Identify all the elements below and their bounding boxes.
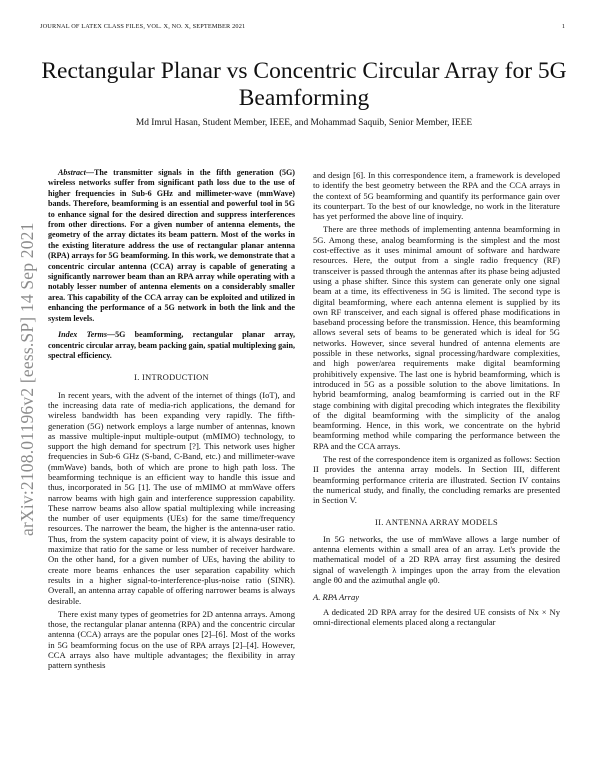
right-column <box>313 170 560 627</box>
page-number: 1 <box>561 23 565 30</box>
right-paragraph-3: The rest of the correspondence item is organized as follows: Section II provides the antenna array models. In Section III, different beamforming performance criteria are illustrated. Section IV contains the numerical study, and finally, the concluding remarks are presented in Section V. <box>313 454 560 506</box>
running-head: JOURNAL OF LATEX CLASS FILES, VOL. X, NO. X, SEPTEMBER 2021 <box>40 23 246 30</box>
intro-paragraph-1: In recent years, with the advent of the internet of things (IoT), and the increasing data rate of media-rich applications, the demand for wireless bandwidth has been expanding very rapidly. The fifth-generation (5G) network employs a large number of antennas, known as massive multiple-input multiple-output (mMIMO) technology, to support the high demand for spectrum [?]. This network uses higher frequencies in Sub-6 GHz (S-band, C-Band, etc.) and millimeter-wave (mmWave) bands, both of which are prone to high path loss. The beamforming technique is an efficient way to handle this issue and thus, incorporated in 5G [1]. The use of mMIMO at mmWave offers narrow beams with high gain and interference suppression capability. These narrow beams also allow spatial multiplexing while increasing the number of user equipments (UEs) for the same time/frequency resources. The narrower the beam, the higher is the antenna-user ratio. Thus, from the system capacity point of view, it is always desirable to maximize that ratio for the same or less number of receiver hardware. On the other hand, for a given number of UEs, having the ability to create more beams enhances the user separation capability which results in a higher signal-to-interference-plus-noise ratio (SINR). Overall, an antenna array capable of offering narrower beams is always desirable. <box>48 389 295 606</box>
subsection-heading-rpa: A. RPA Array <box>313 592 360 603</box>
index-terms-label: Index Terms <box>58 330 107 340</box>
index-terms <box>48 330 295 361</box>
abstract <box>48 168 295 324</box>
abstract-text: —The transmitter signals in the fifth generation (5G) wireless networks suffer from significant path loss due to the use of higher frequencies in Sub-6 GHz and millimeter-wave (mmWave) bands. Therefore, beamforming is an essential and powerful tool in 5G to enhance signal for the desired direction and suppress interferences from other directions. For a given number of antenna elements, the geometry of the array dictates its beam pattern. Most of the works in the existing literature address the use of rectangular planar antenna (RPA) arrays for 5G beamforming. In this work, we demonstrate that a concentric circular antenna (CCA) array is capable of generating a significantly narrower beam than an RPA array while operating with a notably lesser number of antenna elements on a considerably smaller area. This capability of the CCA array can be exploited and utilized in enhancing the performance of a 5G network in both the link and the system levels. <box>48 168 295 323</box>
models-paragraph-1: In 5G networks, the use of mmWave allows a large number of antenna elements within a small area of an array. Let's provide the mathematical model of a 2D RPA array first assuming the desired signal of wavelength λ impinges upon the array from the elevation angle θ0 and the azimuthal angle φ0. <box>313 533 560 585</box>
arxiv-identifier-stamp[interactable]: arXiv:2108.01196v2 [eess.SP] 14 Sep 2021 <box>17 222 37 536</box>
right-paragraph-2: There are three methods of implementing antenna beamforming in 5G. Among these, analog beamforming is the simplest and the most cost-effective as it uses minimal amount of software and hardware resources. Here, the output from a single radio frequency (RF) transceiver is passed through the antennas after its phase being adjusted using a phase shifter. Since this system can generate only one signal beam at a time, its effectiveness in 5G is limited. The second type is digital beamforming, where each antenna element is supplied by its own RF transceiver, and each signal is offered phase modifications in baseband processing before the transmission. Hence, this beamforming allows several sets of beams to be generated which is ideal for 5G networks. However, since several hundred of antenna elements are possible in these networks, signal processing/hardware complexities, and high power/area requirements make digital beamforming prohibitively expensive. The last one is hybrid beamforming, which is introduced in 5G as a possible solution to the above limitations. In hybrid beamforming, analog beamforming is carried out in the RF stage combining with digital precoding which integrates the flexibility of the digital beamforming with the simplicity of the analog beamforming. Hence, in this work, we concentrate on the hybrid beamforming method while comparing the performance between the RPA and the CCA arrays. <box>313 224 560 451</box>
section-heading-antenna-models: II. ANTENNA ARRAY MODELS <box>375 517 498 527</box>
abstract-label: Abstract <box>58 168 86 177</box>
right-paragraph-1: and design [6]. In this correspondence item, a framework is developed to identify the best geometry between the RPA and the CCA arrays in the context of 5G beamforming and quantify its performance gain over its counterpart. To the best of our knowledge, no work in the literature has yet performed the above line of inquiry. <box>313 170 560 222</box>
author-line: Md Imrul Hasan, Student Member, IEEE, and Mohammad Saquib, Senior Member, IEEE <box>135 118 473 128</box>
left-column <box>48 168 295 671</box>
intro-paragraph-2: There exist many types of geometries for 2D antenna arrays. Among those, the rectangular planar antenna (RPA) and the concentric circular antenna (CCA) arrays are the popular ones [2]–[6]. Most of the works in 5G beamforming focus on the use of RPA arrays [2]–[4]. However, CCA arrays also have multiple advantages; the flexibility in array pattern synthesis <box>48 608 295 671</box>
paper-title: Rectangular Planar vs Concentric Circular Array for 5G Beamforming <box>41 58 567 111</box>
index-terms-text: —5G beamforming, rectangular planar array, concentric circular array, beam packing gain, spatial multiplexing gain, spectral efficiency. <box>48 330 295 360</box>
rpa-paragraph-1: A dedicated 2D RPA array for the desired UE consists of Nx × Ny omni-directional elements placed along a rectangular <box>313 606 560 627</box>
section-heading-introduction: I. INTRODUCTION <box>134 373 209 383</box>
